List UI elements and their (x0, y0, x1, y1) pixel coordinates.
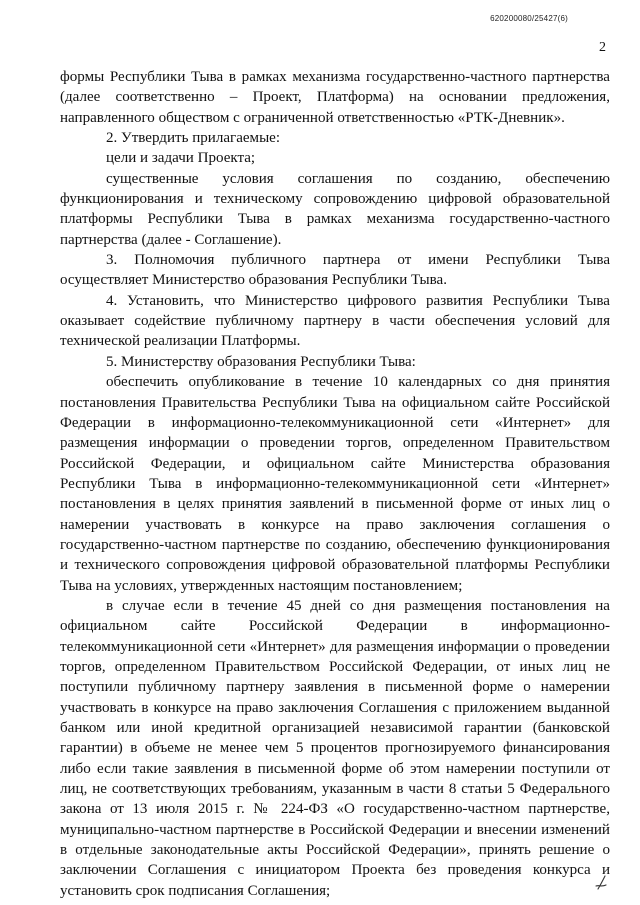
paragraph-item-2: 2. Утвердить прилагаемые: (106, 130, 281, 147)
paragraph-item-5: 5. Министерству образования Республики Тыва: (106, 353, 416, 370)
paragraph-conditions: существенные условия соглашения по созданию, обеспечению функционирования и техническому сопровождению цифровой образовательной платформы Республики Тыва в рамках механизма государственно-частного партнерства (далее - Соглашение). (60, 170, 610, 248)
paragraph-goals: цели и задачи Проекта; (106, 150, 256, 167)
page-number: 2 (599, 40, 606, 55)
paragraph-contest-case: в случае если в течение 45 дней со дня размещения постановления на официальном сайте Российской Федерации в информационно-телекоммуникационной сети «Интернет» для размещения информации о проведении торгов, определенном Правительством Российской Федерации, от иных лиц не поступили публичному партнеру заявления в письменной форме о намерении участвовать в конкурсе на право заключения Соглашения с приложением выданной банком или иной кредитной организацией независимой гарантии (банковской гарантии) в объеме не менее чем 5 процентов прогнозируемого финансирования либо если такие заявления в письменной форме об этом намерении поступили от лиц, не соответствующих требованиям, указанным в части 8 статьи 5 Федерального закона от 13 июля 2015 г. № 224-ФЗ «О государственно-частном партнерстве, муниципально-частном партнерстве в Российской Федерации и внесении изменений в отдельные законодательные акты Российской Федерации», принять решение о заключении Соглашения с инициатором Проекта без проведения конкурса и установить срок подписания Соглашения; (60, 597, 610, 899)
paragraph-item-4: 4. Установить, что Министерство цифрового развития Республики Тыва оказывает содействие публичному партнеру в части обеспечения условий для технической реализации Платформы. (60, 292, 610, 350)
paragraph-continuation: формы Республики Тыва в рамках механизма государственно-частного партнерства (далее соответственно – Проект, Платформа) на основании предложения, направленного обществом с ограниченной ответственностью «РТК-Дневник». (60, 69, 610, 126)
paragraph-item-3: 3. Полномочия публичного партнера от имени Республики Тыва осуществляет Министерство образования Республики Тыва. (60, 252, 610, 289)
document-body (60, 67, 610, 901)
document-code: 620200080/25427(6) (490, 14, 568, 23)
paragraph-publication: обеспечить опубликование в течение 10 календарных со дня принятия постановления Правительства Республики Тыва на официальном сайте Российской Федерации в информационно-телекоммуникационной сети «Интернет» для размещения информации о проведении торгов, определенном Правительством Российской Федерации, и официальном сайте Министерства образования Республики Тыва в информационно-телекоммуникационной сети «Интернет» постановления в целях принятия заявлений в письменной форме от иных лиц о намерении участвовать в конкурсе на право заключения соглашения о государственно-частном партнерстве по созданию, обеспечению функционирования и технического сопровождения цифровой образовательной платформы Республики Тыва на условиях, утвержденных настоящим постановлением; (60, 374, 610, 594)
handwritten-mark-icon (594, 875, 608, 891)
